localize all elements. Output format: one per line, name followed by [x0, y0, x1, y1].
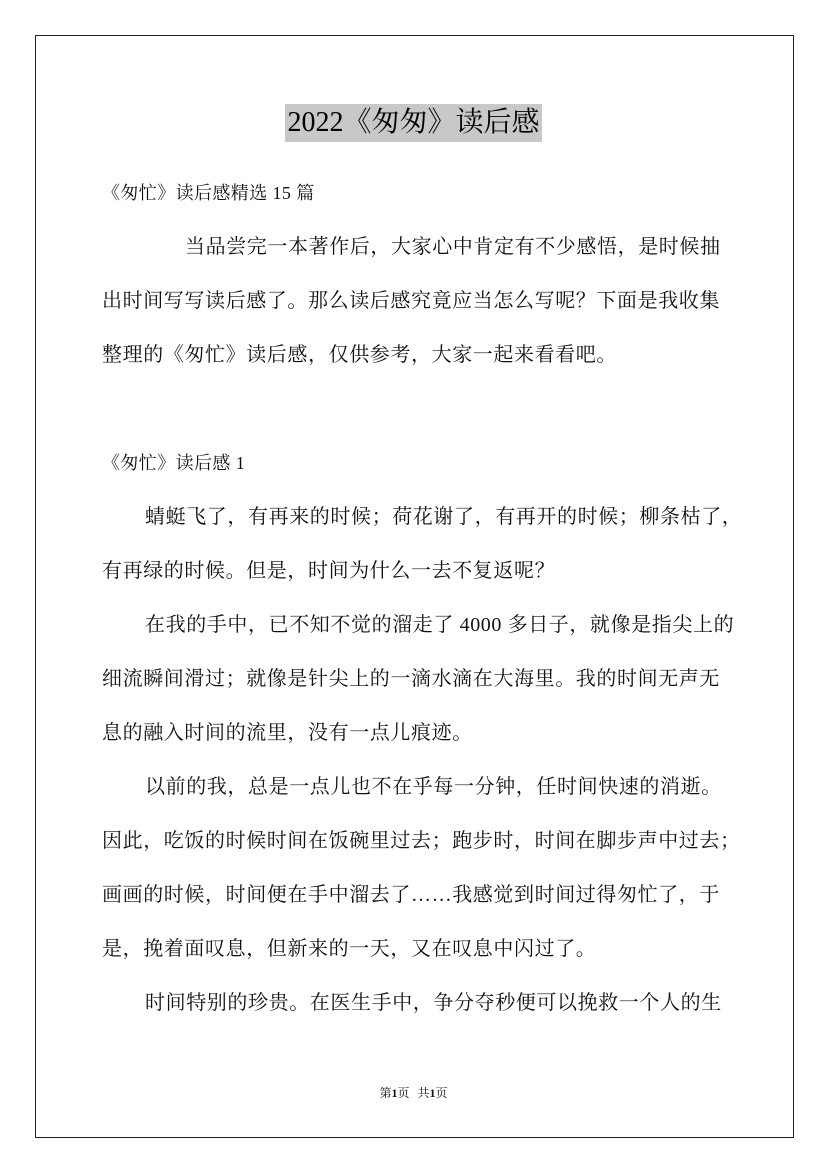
paragraph-line: 蜻蜓飞了，有再来的时候；荷花谢了，有再开的时候；柳条枯了， [145, 506, 743, 528]
paragraph-line: 在我的手中，已不知不觉的溜走了 4000 多日子，就像是指尖上的 [145, 614, 735, 636]
intro-line: 出时间写写读后感了。那么读后感究竟应当怎么写呢？下面是我收集 [102, 290, 720, 312]
footer-total-prefix: 共 [417, 1086, 430, 1100]
paragraph-line: 是，挽着面叹息，但新来的一天，又在叹息中闪过了。 [102, 938, 597, 960]
paragraph-line: 画画的时候，时间便在手中溜去了……我感觉到时间过得匆忙了，于 [102, 884, 720, 906]
document-title: 2022《匆匆》读后感 [285, 104, 541, 142]
intro-line: 当品尝完一本著作后，大家心中肯定有不少感悟，是时候抽 [185, 236, 721, 258]
paragraph-line: 以前的我，总是一点儿也不在乎每一分钟，任时间快速的消逝。 [145, 776, 722, 798]
title-block [0, 104, 827, 142]
paragraph-line: 细流瞬间滑过；就像是针尖上的一滴水滴在大海里。我的时间无声无 [102, 668, 720, 690]
footer-total-suffix: 页 [435, 1086, 448, 1100]
paragraph-line: 息的融入时间的流里，没有一点儿痕迹。 [102, 722, 473, 744]
section-heading: 《匆忙》读后感 1 [102, 453, 246, 473]
footer-current-suffix: 页 [397, 1086, 410, 1100]
subtitle: 《匆忙》读后感精选 15 篇 [102, 183, 315, 203]
blank-line [102, 382, 762, 436]
document-body [102, 166, 762, 1030]
footer-total-pages: 1 [429, 1086, 436, 1100]
footer-current-page: 1 [391, 1086, 398, 1100]
footer-current-prefix: 第 [379, 1086, 392, 1100]
intro-line: 整理的《匆忙》读后感，仅供参考，大家一起来看看吧。 [102, 344, 617, 366]
paragraph-line: 因此，吃饭的时候时间在饭碗里过去；跑步时，时间在脚步声中过去； [102, 830, 741, 852]
paragraph-line: 有再绿的时候。但是，时间为什么一去不复返呢？ [102, 560, 556, 582]
page-footer [0, 1084, 827, 1102]
paragraph-line: 时间特别的珍贵。在医生手中，争分夺秒便可以挽救一个人的生 [145, 992, 722, 1014]
